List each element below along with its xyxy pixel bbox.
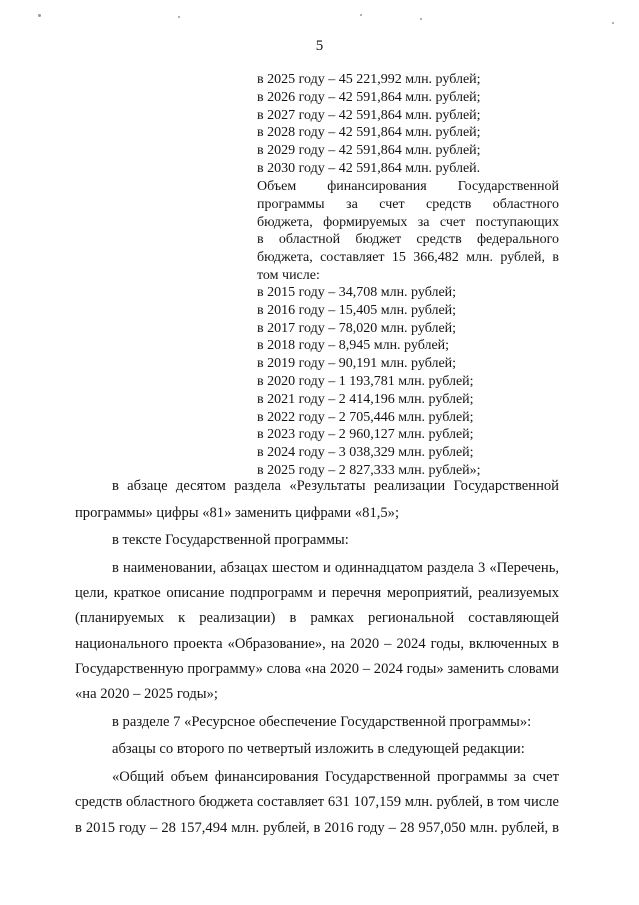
- scan-speck: [420, 18, 422, 20]
- list-item: в 2024 году – 3 038,329 млн. рублей;: [257, 445, 474, 461]
- federal-funding-paragraph: [257, 178, 559, 285]
- list-item: в 2025 году – 2 827,333 млн. рублей»;: [257, 462, 481, 478]
- list-item: в 2016 году – 15,405 млн. рублей;: [257, 302, 457, 318]
- list-item: в 2017 году – 78,020 млн. рублей;: [257, 320, 457, 336]
- paragraph-line: в абзаце десятом раздела «Результаты реализации Государственной: [112, 478, 559, 494]
- scan-speck: [178, 16, 180, 18]
- list-item: в 2022 году – 2 705,446 млн. рублей;: [257, 409, 474, 425]
- scan-speck: [612, 22, 614, 24]
- paragraph-line: в областной бюджет средств федерального: [257, 232, 559, 248]
- list-item: в 2027 году – 42 591,864 млн. рублей;: [257, 107, 481, 123]
- paragraph-line: «Общий объем финансирования Государственной программы за счет: [112, 769, 559, 785]
- paragraph-line: программы за счет средств областного: [257, 196, 559, 212]
- paragraph-line: бюджета, формируемых за счет поступающих: [257, 214, 559, 230]
- list-item: в 2026 году – 42 591,864 млн. рублей;: [257, 89, 481, 105]
- paragraph-line: цели, краткое описание подпрограмм и перечня мероприятий, реализуемых: [75, 585, 559, 601]
- list-item: в 2019 году – 90,191 млн. рублей;: [257, 356, 457, 372]
- paragraph-line: бюджета, составляет 15 366,482 млн. рублей, в: [257, 250, 559, 266]
- page-number: 5: [315, 38, 324, 54]
- list-item: в 2015 году – 34,708 млн. рублей;: [257, 285, 457, 300]
- list-item: в 2030 году – 42 591,864 млн. рублей.: [257, 160, 481, 176]
- paragraph-line: том числе:: [257, 267, 320, 283]
- funding-years-list-federal: [257, 284, 559, 480]
- scan-speck: [360, 14, 362, 16]
- paragraph-line: Объем финансирования Государственной: [257, 179, 559, 194]
- paragraph-line: (планируемых к реализации) в рамках региональной составляющей: [75, 610, 559, 626]
- paragraph-line: в наименовании, абзацах шестом и одиннадцатом раздела 3 «Перечень,: [112, 560, 559, 576]
- paragraph-line: «на 2020 – 2025 годы»;: [75, 686, 218, 702]
- paragraph-line: Государственную программу» слова «на 2020 – 2024 годы» заменить словами: [75, 661, 559, 677]
- list-item: в 2021 году – 2 414,196 млн. рублей;: [257, 391, 474, 407]
- paragraph-line: абзацы со второго по четвертый изложить в следующей редакции:: [112, 741, 525, 757]
- paragraph-line: средств областного бюджета составляет 631 107,159 млн. рублей, в том числе: [75, 794, 559, 810]
- scan-speck: [38, 14, 41, 17]
- funding-years-list-top: [257, 71, 559, 178]
- paragraph-line: национального проекта «Образование», на 2020 – 2024 годы, включенных в: [75, 636, 559, 652]
- paragraph-line: в 2015 году – 28 157,494 млн. рублей, в 2016 году – 28 957,050 млн. рублей, в: [75, 820, 559, 836]
- list-item: в 2020 году – 1 193,781 млн. рублей;: [257, 373, 474, 389]
- paragraph-line: программы» цифры «81» заменить цифрами «81,5»;: [75, 505, 400, 521]
- paragraph-line: в тексте Государственной программы:: [112, 532, 349, 548]
- list-item: в 2028 году – 42 591,864 млн. рублей;: [257, 125, 481, 141]
- list-item: в 2025 году – 45 221,992 млн. рублей;: [257, 72, 481, 87]
- paragraph-line: в разделе 7 «Ресурсное обеспечение Государственной программы»:: [112, 714, 532, 730]
- list-item: в 2023 году – 2 960,127 млн. рублей;: [257, 427, 474, 443]
- list-item: в 2018 году – 8,945 млн. рублей;: [257, 338, 450, 354]
- list-item: в 2029 году – 42 591,864 млн. рублей;: [257, 143, 481, 159]
